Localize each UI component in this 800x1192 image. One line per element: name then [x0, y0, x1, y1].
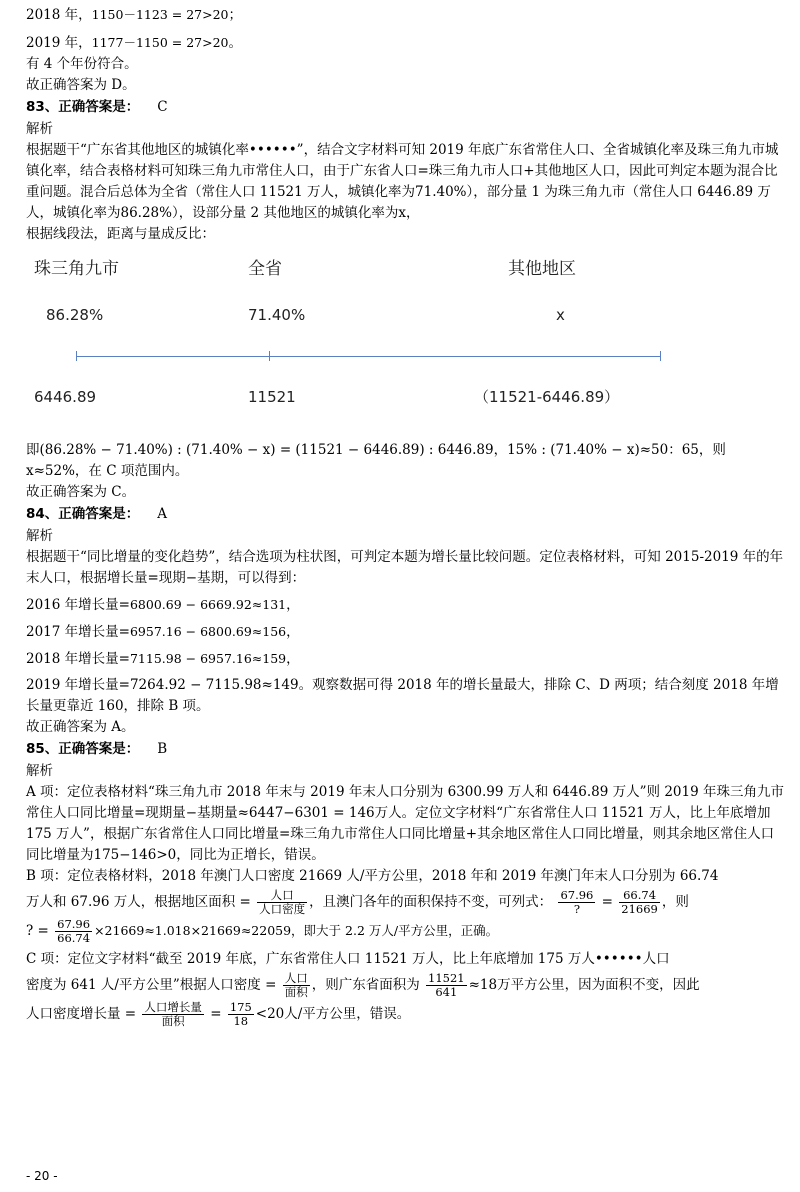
- diagram-head-province: 全省: [248, 259, 282, 279]
- diagram-axis-line: [76, 356, 661, 357]
- analysis-label: 解析: [26, 528, 53, 544]
- q85-item-c-line-3: 人口密度增长量 = $\frac{\text{人口增长量}}{\text{面积}}$ = $\frac{175}{18}$ <20人/平方公里，错误。: [26, 1000, 411, 1028]
- diagram-rate-province: 71.40%: [248, 306, 306, 324]
- q85-item-c-line-2: 密度为 641 人/平方公里”根据人口密度 = $\frac{\text{人口}}{\text{面积}}$ ，则广东省面积为 $\frac{11521}{641}$ ≈18万平方公里，因为面积不变，因此: [26, 971, 700, 999]
- q85-item-c-line-1: C 项：定位文字材料“截至 2019 年底，广东省常住人口 11521 万人，比上年底增加 175 万人••••••人口: [26, 951, 670, 967]
- calc-line-2018: 2018 年，1150－1123 = 27>20；: [26, 7, 242, 23]
- fraction-11521-over-641: $\frac{11521}{641}$: [428, 971, 465, 999]
- summary-count: 有 4 个年份符合。: [26, 56, 138, 72]
- q85-item-b-line-1: B 项：定位表格材料，2018 年澳门人口密度 21669 人/平方公里，2018 年和 2019 年澳门年末人口分别为 66.74: [26, 868, 719, 884]
- q83-paragraph-2: 根据线段法，距离与量成反比：: [26, 226, 215, 242]
- diagram-head-other: 其他地区: [508, 259, 576, 279]
- fraction-growth-over-area: $\frac{\text{人口增长量}}{\text{面积}}$: [144, 1000, 202, 1028]
- q84-row-2016: 2016 年增长量=6800.69 − 6669.92≈131，: [26, 597, 300, 613]
- fraction-population-over-area: $\frac{\text{人口}}{\text{面积}}$: [284, 971, 308, 999]
- summary-answer: 故正确答案为 D。: [26, 77, 136, 93]
- question-84-header: 84、正确答案是： A: [26, 506, 168, 522]
- fraction-6796-over-6674: $\frac{67.96}{66.74}$: [57, 917, 91, 945]
- diagram-tick-middle: [269, 351, 270, 361]
- fraction-175-over-18: $\frac{175}{18}$: [229, 1000, 252, 1028]
- q85-item-a: A 项：定位表格材料“珠三角九市 2018 年末与 2019 年末人口分别为 6300.99 万人和 6446.89 万人”则 2019 年珠三角九市常住人口同比增量=现期量−基期量≈6447−6301 = 146万人。定位文字材料“广东省常住人口 11521 万人，比上年底增加 175 万人”，根据广东省常住人口同比增量=珠三角九市常住人口同比增量+其余地区常住人口同比增量，则其余地区常住人口同比增量为175−146>0，同比为正增长，错误。: [26, 784, 784, 863]
- analysis-label: 解析: [26, 121, 53, 137]
- diagram-pop-other: （11521-6446.89）: [474, 388, 620, 406]
- q84-paragraph-1: 根据题干“同比增量的变化趋势”，结合选项为柱状图，可判定本题为增长量比较问题。定位表格材料，可知 2015-2019 年的年末人口，根据增长量=现期−基期，可以得到：: [26, 549, 784, 586]
- diagram-tick-right: [660, 351, 661, 361]
- diagram-rate-prd: 86.28%: [46, 306, 104, 324]
- diagram-pop-province: 11521: [248, 388, 296, 406]
- question-85-header: 85、正确答案是： B: [26, 741, 168, 757]
- q85-item-b-line-3: ? = $\frac{67.96}{66.74}$ ×21669≈1.018×21669≈22059，即大于 2.2 万人/平方公里，正确。: [26, 917, 499, 945]
- fraction-6796-over-unknown: $\frac{67.96}{?}$: [560, 888, 594, 916]
- page-number: - 20 -: [26, 1169, 58, 1183]
- fraction-6674-over-21669: $\frac{66.74}{21669}$: [621, 888, 658, 916]
- fraction-population-over-density: $\frac{\text{人口}}{\text{人口密度}}$: [259, 888, 306, 916]
- q83-calculation: 即(86.28% − 71.40%) : (71.40% − x) = (11521 − 6446.89) : 6446.89，15% : (71.40% − x)≈50：65，则x≈52%，在 C 项范围内。: [26, 442, 726, 479]
- diagram-head-prd: 珠三角九市: [34, 259, 119, 279]
- analysis-label: 解析: [26, 763, 53, 779]
- diagram-rate-other: x: [556, 306, 565, 324]
- q84-conclusion: 故正确答案为 A。: [26, 719, 135, 735]
- question-83-header: 83、正确答案是： C: [26, 99, 168, 115]
- diagram-tick-left: [76, 351, 77, 361]
- line-segment-diagram: [26, 253, 786, 438]
- q84-row-2019: 2019 年增长量=7264.92 − 7115.98≈149。观察数据可得 2018 年的增长量最大，排除 C、D 两项；结合刻度 2018 年增长量更靠近 160，排除 B 项。: [26, 677, 779, 714]
- diagram-pop-prd: 6446.89: [34, 388, 97, 406]
- q84-row-2018: 2018 年增长量=7115.98 − 6957.16≈159，: [26, 651, 300, 667]
- q84-row-2017: 2017 年增长量=6957.16 − 6800.69≈156，: [26, 624, 300, 640]
- q83-conclusion: 故正确答案为 C。: [26, 484, 136, 500]
- q85-item-b-line-2: 万人和 67.96 万人，根据地区面积 = $\frac{\text{人口}}{\text{人口密度}}$ ，且澳门各年的面积保持不变，可列式： $\frac{67.96}{?}$ = $\frac{66.74}{21669}$ ，则: [26, 888, 689, 916]
- calc-line-2019: 2019 年，1177－1150 = 27>20。: [26, 35, 242, 51]
- q83-paragraph-1: 根据题干“广东省其他地区的城镇化率••••••”，结合文字材料可知 2019 年底广东省常住人口、全省城镇化率及珠三角九市城镇化率，结合表格材料可知珠三角九市常住人口，由于广东省人口=珠三角九市人口+其他地区人口，因此可判定本题为混合比重问题。混合后总体为全省（常住人口 11521 万人，城镇化率为71.40%），部分量 1 为珠三角九市（常住人口 6446.89 万人，城镇化率为86.28%），设部分量 2 其他地区的城镇化率为x，: [26, 142, 779, 221]
